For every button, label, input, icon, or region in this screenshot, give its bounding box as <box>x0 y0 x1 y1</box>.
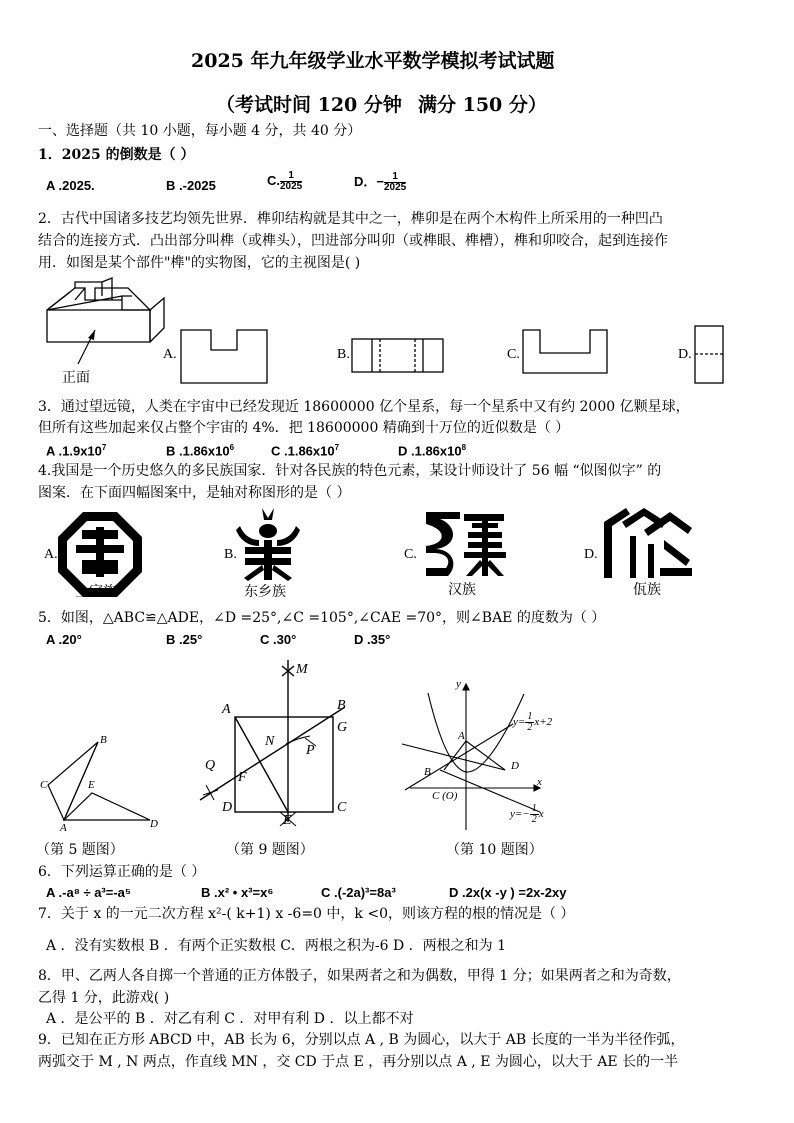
f5-label-b: B <box>100 734 107 746</box>
f9-label-n: N <box>265 734 275 749</box>
f9-label-m: M <box>296 662 308 677</box>
q2-label-b: B. <box>337 347 350 362</box>
f9-label-q: Q <box>205 758 216 773</box>
f9-label-f: F <box>238 770 247 785</box>
f9-label-a: A <box>222 702 231 717</box>
q2-line-3: 用．如图是某个部件"榫"的实物图，它的主视图是( ) <box>38 255 361 271</box>
q3-option-c: C $.1.86x10^7$ <box>271 443 340 459</box>
q1-option-a: A .2025. <box>46 178 95 193</box>
q3-option-b: B $.1.86x10^6$ <box>166 443 235 459</box>
f5-label-a: A <box>60 822 67 834</box>
caption-figure-9: （第 9 题图） <box>226 842 314 858</box>
q2-label-d: D. <box>678 347 692 362</box>
f10-label-d: D <box>511 760 519 772</box>
q5-option-b: B .25° <box>166 632 203 647</box>
caption-figure-10: （第 10 题图） <box>446 842 543 858</box>
f10-label-origin: C (O) <box>432 790 458 802</box>
q4-caption-b: 东乡族 <box>244 584 286 600</box>
q7-options: A ．没有实数根 B ．有两个正实数根 C．两根之积为-6 D ．两根之和为 1 <box>46 938 507 954</box>
caption-figure-5: （第 5 题图） <box>36 842 124 858</box>
q4-label-c: C. <box>404 547 417 562</box>
f10-label-b: B <box>424 766 431 778</box>
f10-line2-label: y=− $\frac{1}{2}$ x <box>510 803 544 825</box>
q3-option-a: A $.1.9x10^7$ <box>46 443 107 459</box>
f9-label-d: D <box>222 800 233 815</box>
section-heading: 一、选择题（共 10 小题，每小题 4 分，共 40 分） <box>38 123 362 139</box>
q5-option-d: D .35° <box>354 632 391 647</box>
exam-score: 满分 150 分） <box>418 94 547 116</box>
q9-line-1: 9．已知在正方形 ABCD 中，AB 长为 6，分别以点 A , B 为圆心，以大于 AB 长度的一半为半径作弧， <box>38 1032 685 1048</box>
front-label: 正面 <box>62 370 90 386</box>
q6-stem: 6．下列运算正确的是（ ） <box>38 864 206 880</box>
f10-label-x: x <box>537 776 542 788</box>
f10-line1-label: y= $\frac{1}{2}$ x+2 <box>513 711 553 733</box>
f10-label-a: A <box>458 730 465 742</box>
q4-line-1: 4.我国是一个历史悠久的多民族国家．针对各民族的特色元素，某设计师设计了 56 幅 “似图似字” 的 <box>38 463 662 479</box>
q9-line-2: 两弧交于 M , N 两点，作直线 MN ，交 CD 于点 E ，再分别以点 A , E 为圆心，以大于 AE 长的一半 <box>38 1054 679 1070</box>
f10-label-y: y <box>456 678 461 690</box>
f5-label-d: D <box>150 818 158 830</box>
q1-option-d: D．− $\frac{1}{2025}$ <box>354 171 407 194</box>
q2-line-1: 2．古代中国诸多技艺均领先世界．榫卯结构就是其中之一，榫卯是在两个木构件上所采用的一种凹凸 <box>38 211 663 227</box>
q4-label-d: D. <box>584 547 598 562</box>
f9-label-c: C <box>337 800 347 815</box>
q2-label-a: A. <box>163 347 177 362</box>
q8-line-1: 8．甲、乙两人各自掷一个普通的正方体骰子，如果两者之和为偶数，甲得 1 分；如果两者之和为奇数， <box>38 968 681 984</box>
q3-line-2: 但所有这些加起来仅占整个宇宙的 4%．把 18600000 精确到十万位的近似数是（ ） <box>38 420 570 436</box>
f9-label-p: P <box>306 743 315 758</box>
q4-caption-a: 土家族 <box>75 584 117 600</box>
figure-5 <box>48 742 150 820</box>
q1-option-c: C. $\frac{1}{2025}$ <box>267 170 303 192</box>
q6-option-c: C .(-2a)³=8a³ <box>321 885 396 900</box>
q6-option-a: A .-a⁸ ÷ a³=-a⁵ <box>46 885 132 900</box>
q3-line-1: 3．通过望远镜，人类在宇宙中已经发现近 18600000 亿个星系，每一个星系中又有约 2000 亿颗星球， <box>38 399 690 415</box>
q8-line-2: 乙得 1 分，此游戏( ) <box>38 990 170 1006</box>
q1-stem: 1．2025 的倒数是（ ） <box>38 147 195 163</box>
exam-title: 2025 年九年级学业水平数学模拟考试试题 <box>191 50 555 72</box>
q5-option-c: C .30° <box>260 632 297 647</box>
q6-option-b: B .x² • x³=x⁶ <box>201 885 274 900</box>
q8-options: A ．是公平的 B ．对乙有利 C ．对甲有利 D ．以上都不对 <box>46 1011 414 1027</box>
q4-line-2: 图案．在下面四幅图案中，是轴对称图形的是（ ） <box>38 485 351 501</box>
q5-stem: 5．如图，△ABC≌△ADE，∠D =25°,∠C =105°,∠CAE =70°，则∠BAE 的度数为（ ） <box>38 610 606 626</box>
q4-label-a: A. <box>44 547 58 562</box>
q4-caption-c: 汉族 <box>448 582 476 598</box>
q7-stem: 7．关于 x 的一元二次方程 x²-( k+1) x -6=0 中，k <0，则该方程的根的情况是（ ） <box>38 906 575 922</box>
f5-label-e: E <box>88 779 95 791</box>
f5-label-c: C <box>40 779 48 791</box>
q1-option-b: B .-2025 <box>166 178 216 193</box>
f9-label-g: G <box>337 720 348 735</box>
q2-label-c: C. <box>507 347 520 362</box>
f9-label-e: E <box>283 813 292 828</box>
q3-option-d: D $.1.86x10^8$ <box>398 443 467 459</box>
q4-caption-d: 佤族 <box>633 582 661 598</box>
q2-line-2: 结合的连接方式．凸出部分叫榫（或榫头），凹进部分叫卯（或榫眼、榫槽），榫和卯咬合，起到连接作 <box>38 233 668 249</box>
q6-option-d: D .2x(x -y ) =2x-2xy <box>449 885 567 900</box>
q5-option-a: A .20° <box>46 632 82 647</box>
exam-time: （考试时间 120 分钟 <box>216 94 402 116</box>
f9-label-b: B <box>337 698 346 713</box>
q4-label-b: B. <box>224 547 237 562</box>
